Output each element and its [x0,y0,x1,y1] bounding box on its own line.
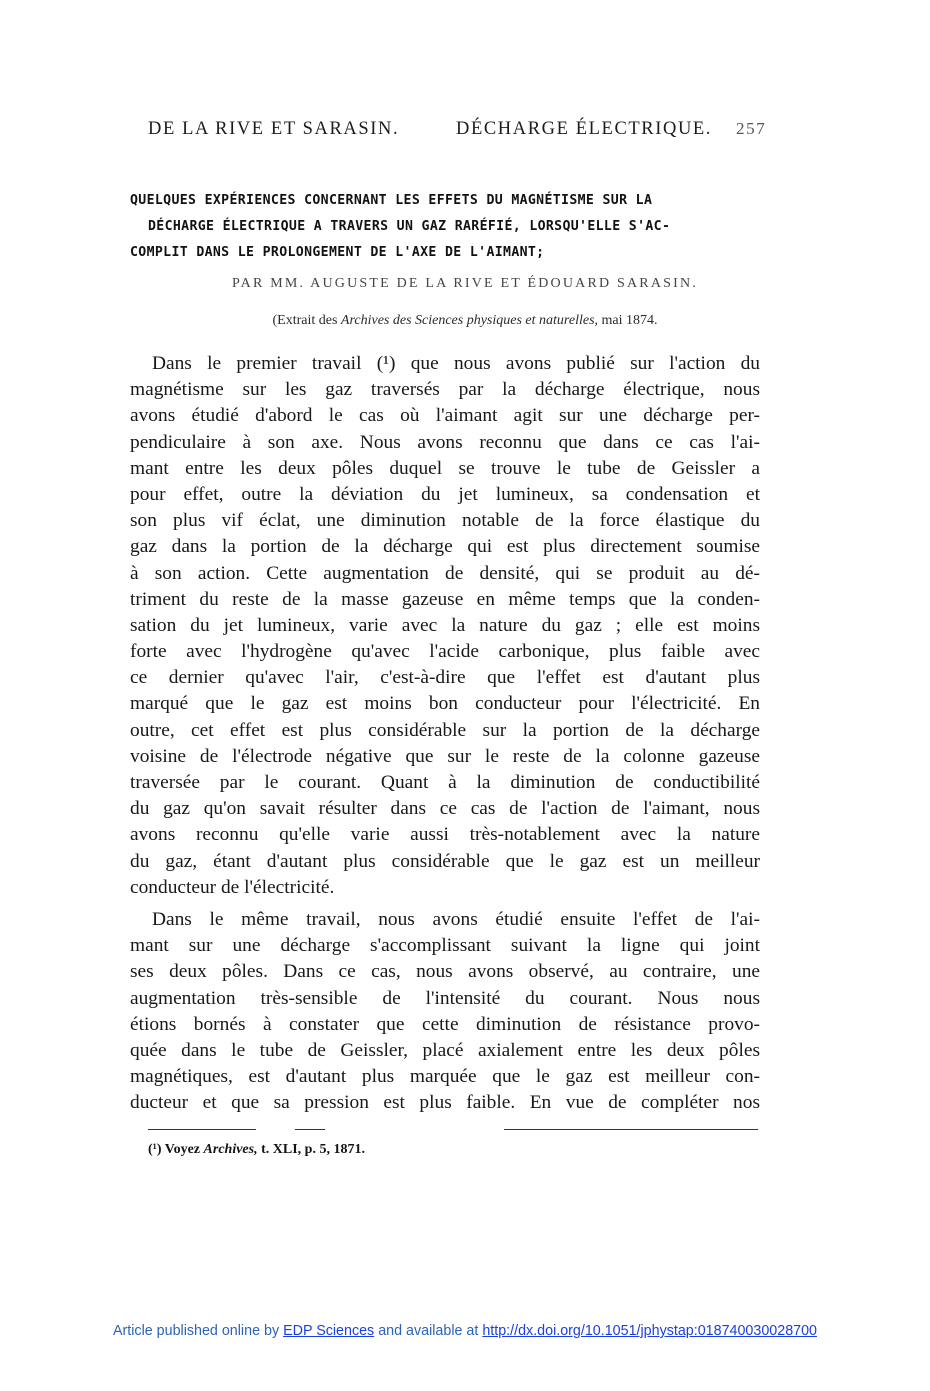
body-line: gaz dans la portion de la décharge qui est plus directement soumise [130,536,760,558]
body-line: avons étudié d'abord le cas où l'aimant agit sur une décharge per- [130,405,760,427]
body-line: augmentation très-sensible de l'intensité du courant. Nous nous [130,987,760,1009]
body-line: ses deux pôles. Dans ce cas, nous avons observé, au contraire, une [130,961,760,983]
article-title [130,188,770,266]
body-line: mant sur une décharge s'accomplissant suivant la ligne qui joint [130,935,760,957]
body-line: pendiculaire à son axe. Nous avons reconnu que dans ce cas l'ai- [130,431,760,453]
body-line: conducteur de l'électricité. [130,876,335,898]
body-line: Dans le premier travail (¹) que nous avons publié sur l'action du [152,353,760,374]
footnote-rule [504,1129,758,1130]
body-line: son plus vif éclat, une diminution notable de la force élastique du [130,510,760,532]
footnote-rule [148,1129,256,1130]
extract-note [0,313,930,329]
footnote [148,1142,365,1158]
article-authors: PAR MM. AUGUSTE DE LA RIVE ET ÉDOUARD SARASIN. [231,276,698,291]
publisher-middle: and available at [378,1323,479,1339]
body-line: à son action. Cette augmentation de densité, qui se produit au dé- [130,562,760,584]
body-line: forte avec l'hydrogène qu'avec l'acide carbonique, plus faible avec [130,641,760,663]
body-line: ducteur et que sa pression est plus faible. En vue de compléter nos [130,1092,760,1114]
body-line: magnétiques, est d'autant plus marquée que le gaz est meilleur con- [130,1066,760,1088]
title-line: DÉCHARGE ÉLECTRIQUE A TRAVERS UN GAZ RARÉFIÉ, LORSQU'ELLE S'AC- [148,219,671,234]
extract-prefix: (Extrait des [272,313,338,328]
body-line: étions bornés à constater que cette diminution de résistance provo- [130,1013,760,1035]
body-line: pour effet, outre la déviation du jet lumineux, sa condensation et [130,483,760,505]
body-line: du gaz qu'on savait résulter dans ce cas de l'action de l'aimant, nous [130,798,760,820]
footnote-journal: Archives, [203,1142,258,1157]
running-head-topic: DÉCHARGE ÉLECTRIQUE. [456,119,713,139]
body-line: triment du reste de la masse gazeuse en même temps que la conden- [130,588,760,610]
body-line: traversée par le courant. Quant à la diminution de conductibilité [130,772,760,793]
body-line: voisine de l'électrode négative que sur le reste de la colonne gazeuse [130,745,760,767]
page-number: 257 [736,119,767,138]
body-line: marqué que le gaz est moins bon conducteur pour l'électricité. En [130,693,760,715]
body-line: magnétisme sur les gaz traversés par la décharge électrique, nous [130,379,760,401]
body-line: quée dans le tube de Geissler, placé axialement entre les deux pôles [130,1039,760,1061]
body-line: avons reconnu qu'elle varie aussi très-notablement avec la nature [130,824,760,846]
extract-journal: Archives des Sciences physiques et naturelles, [340,313,599,328]
title-line: COMPLIT DANS LE PROLONGEMENT DE L'AXE DE L'AIMANT; [130,245,545,260]
title-line: QUELQUES EXPÉRIENCES CONCERNANT LES EFFETS DU MAGNÉTISME SUR LA [130,193,653,208]
doi-link[interactable]: http://dx.doi.org/10.1051/jphystap:018740030028700 [482,1323,817,1339]
body-line: mant entre les deux pôles duquel se trouve le tube de Geissler a [130,457,760,479]
body-line: Dans le même travail, nous avons étudié ensuite l'effet de l'ai- [152,908,760,930]
footnote-reference: t. XLI, p. 5, 1871. [261,1142,365,1157]
publisher-prefix: Article published online by [112,1323,280,1339]
footnote-rule [295,1129,325,1130]
body-line: ce dernier qu'avec l'air, c'est-à-dire que l'effet est d'autant plus [130,667,760,689]
article-body [130,351,760,1116]
body-line: du gaz, étant d'autant plus considérable que le gaz est un meilleur [130,850,760,872]
publisher-banner [0,1323,930,1339]
body-line: sation du jet lumineux, varie avec la nature du gaz ; elle est moins [130,614,760,636]
running-head-authors: DE LA RIVE ET SARASIN. [148,119,400,139]
body-line: outre, cet effet est plus considérable sur la portion de la décharge [130,719,760,741]
publisher-link[interactable]: EDP Sciences [283,1323,375,1339]
footnote-marker: (¹) Voyez [148,1142,201,1157]
extract-date: mai 1874. [601,313,658,328]
